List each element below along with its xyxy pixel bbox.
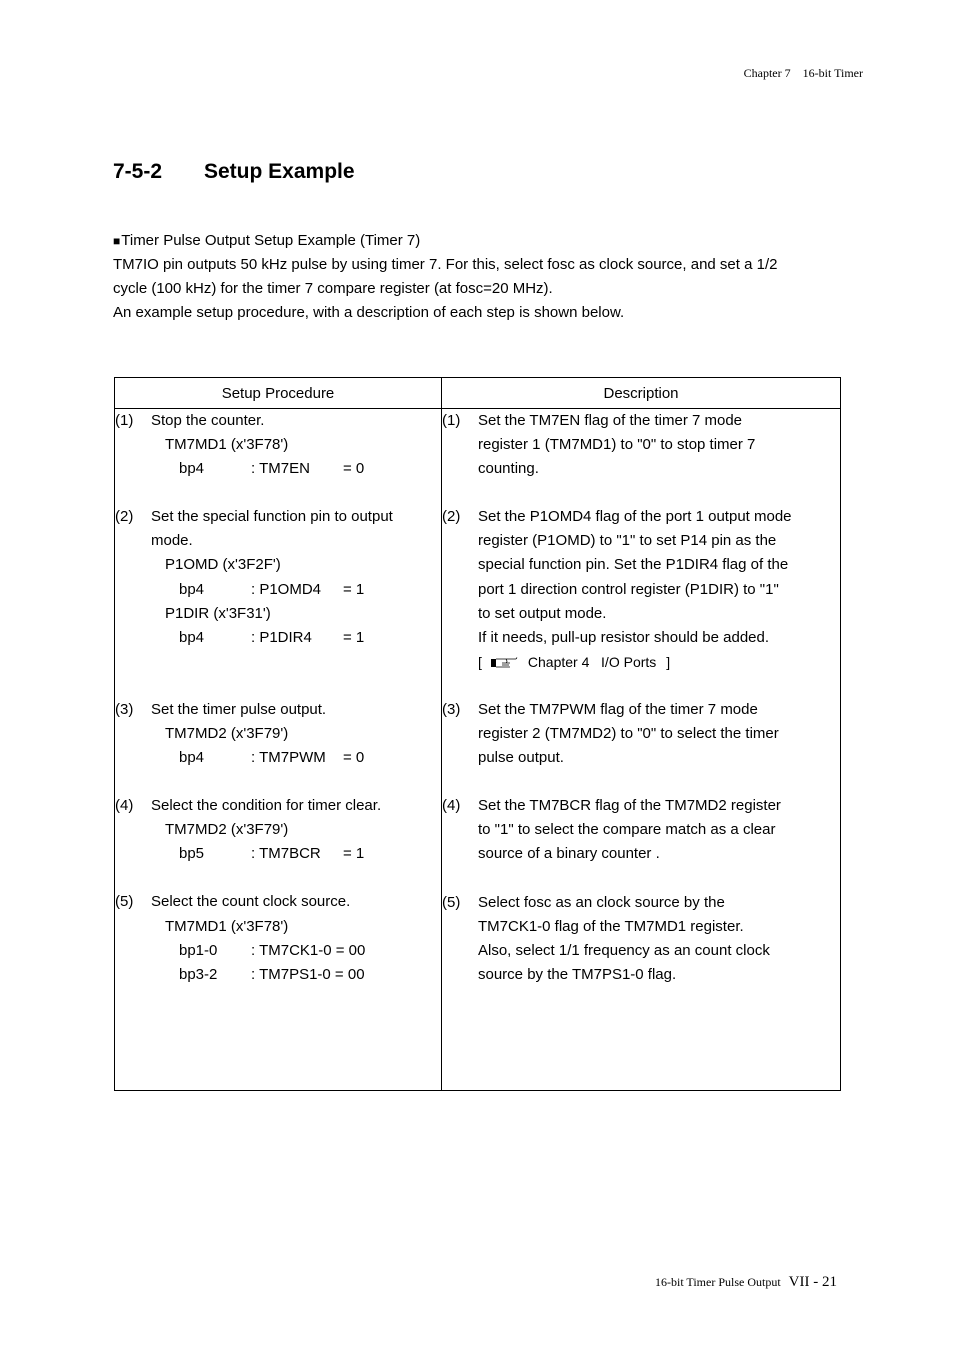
register-name: TM7MD2 (x'3F79') <box>165 821 289 839</box>
step-number: (4) <box>442 797 461 815</box>
step-number: (2) <box>442 508 461 526</box>
ref-text: Chapter 4 I/O Ports <box>527 653 657 670</box>
description-line: Also, select 1/1 frequency as an count clock <box>478 941 770 959</box>
description-cell <box>442 409 841 1091</box>
description-line: port 1 direction control register (P1DIR) to "1" <box>478 580 779 598</box>
description-line: Select fosc as an clock source by the <box>478 893 725 911</box>
bit-field: : P1DIR4 <box>251 628 312 646</box>
section-heading <box>113 160 355 184</box>
intro-line-2: cycle (100 kHz) for the timer 7 compare register (at fosc=20 MHz). <box>113 280 553 297</box>
bit-value: = 0 <box>343 460 365 478</box>
description-line: source by the TM7PS1-0 flag. <box>478 965 677 983</box>
bit-setting <box>151 842 441 866</box>
description-line: source of a binary counter . <box>478 845 660 863</box>
bit-value: = 1 <box>343 628 365 646</box>
table-header-row <box>115 378 841 409</box>
description-line: Set the P1OMD4 flag of the port 1 output mode <box>478 508 792 526</box>
description-line: Set the TM7BCR flag of the TM7MD2 register <box>478 797 781 815</box>
bit-field: : TM7PS1-0 = 00 <box>251 965 365 983</box>
step-title: Set the special function pin to output <box>151 508 393 526</box>
bit-setting <box>151 626 441 650</box>
intro-line-3: An example setup procedure, with a description of each step is shown below. <box>113 304 625 321</box>
step-number: (1) <box>442 412 461 429</box>
bit-field: : TM7EN <box>251 460 310 478</box>
step-title: Select the count clock source. <box>151 893 351 911</box>
description-line: register (P1OMD) to "1" to set P14 pin as the <box>478 532 777 550</box>
bit-position: bp4 <box>179 628 205 646</box>
bit-position: bp4 <box>179 460 205 478</box>
intro-line-1: TM7IO pin outputs 50 kHz pulse by using timer 7. For this, select fosc as clock source, and set a 1/2 <box>113 256 778 273</box>
bit-setting <box>151 939 441 963</box>
step-number: (3) <box>115 700 134 718</box>
section-title: Setup Example <box>204 160 355 183</box>
register-name: TM7MD1 (x'3F78') <box>165 917 289 935</box>
description-step-4 <box>442 794 840 866</box>
step-number: (2) <box>115 508 134 526</box>
description-line: Set the TM7EN flag of the timer 7 mode <box>478 412 743 429</box>
bit-setting <box>151 457 441 481</box>
procedure-step-4 <box>115 794 441 866</box>
footer-section-name: 16-bit Timer Pulse Output <box>654 1275 781 1289</box>
step-title: Select the condition for timer clear. <box>151 797 382 815</box>
page-number: VII - 21 <box>788 1274 837 1290</box>
procedure-step-5 <box>115 890 441 986</box>
step-number: (5) <box>442 893 461 911</box>
bit-setting <box>151 963 441 987</box>
bit-setting <box>151 746 441 770</box>
bit-field: : P1OMD4 <box>251 580 322 598</box>
bit-value: = 1 <box>343 845 365 863</box>
bit-field: : TM7CK1-0 = 00 <box>251 941 366 959</box>
description-line: If it needs, pull-up resistor should be added. <box>478 628 770 646</box>
description-line: special function pin. Set the P1DIR4 flag of the <box>478 556 789 574</box>
step-number: (4) <box>115 797 134 815</box>
step-number: (5) <box>115 893 134 911</box>
step-number: (1) <box>115 412 134 429</box>
procedure-step-3 <box>115 698 441 770</box>
chapter-label: Chapter 7 <box>743 66 791 80</box>
description-line: register 2 (TM7MD2) to "0" to select the timer <box>478 725 779 743</box>
description-step-5 <box>442 891 840 987</box>
step-title: Set the timer pulse output. <box>151 700 327 718</box>
description-line: to set output mode. <box>478 604 607 622</box>
description-line: register 1 (TM7MD1) to "0" to stop timer 7 <box>478 436 756 454</box>
column-header-description: Description <box>442 378 841 409</box>
ref-bracket-close: ] <box>666 653 671 670</box>
register-name: P1DIR (x'3F31') <box>165 604 271 622</box>
bit-field: : TM7PWM <box>251 749 326 767</box>
description-line: to "1" to select the compare match as a clear <box>478 821 776 839</box>
step-number: (3) <box>442 700 461 718</box>
bit-value: = 0 <box>343 749 365 767</box>
intro-heading-text: Timer Pulse Output Setup Example (Timer 7) <box>121 232 421 249</box>
pointing-hand-icon <box>490 656 520 668</box>
column-header-procedure: Setup Procedure <box>115 378 442 409</box>
bullet-square-icon: ■ <box>113 234 121 248</box>
page-footer <box>655 1274 837 1291</box>
procedure-cell <box>115 409 442 1091</box>
description-step-1 <box>442 409 840 481</box>
procedure-step-1 <box>115 409 441 481</box>
bit-position: bp4 <box>179 580 205 598</box>
description-step-2 <box>442 505 840 674</box>
cross-reference <box>478 650 840 674</box>
section-number: 7-5-2 <box>113 160 163 183</box>
bit-setting <box>151 578 441 602</box>
running-header <box>744 66 863 81</box>
register-name: TM7MD2 (x'3F79') <box>165 724 289 742</box>
ref-bracket-open: [ <box>478 653 482 670</box>
bit-position: bp4 <box>179 749 205 767</box>
step-title-cont: mode. <box>151 532 193 550</box>
register-name: TM7MD1 (x'3F78') <box>165 436 289 454</box>
table-body-row <box>115 409 841 1091</box>
bit-position: bp5 <box>179 845 205 863</box>
bit-value: = 1 <box>343 580 365 598</box>
bit-position: bp3-2 <box>179 965 218 983</box>
description-step-3 <box>442 698 840 770</box>
bit-field: : TM7BCR <box>251 845 321 863</box>
intro-heading <box>113 229 853 253</box>
setup-procedure-table <box>114 377 841 1091</box>
description-line: TM7CK1-0 flag of the TM7MD1 register. <box>478 917 744 935</box>
register-name: P1OMD (x'3F2F') <box>165 556 281 574</box>
description-line: Set the TM7PWM flag of the timer 7 mode <box>478 700 758 718</box>
description-line: counting. <box>478 460 539 478</box>
intro-text <box>113 229 853 325</box>
chapter-title: 16-bit Timer <box>802 66 863 80</box>
bit-position: bp1-0 <box>179 941 218 959</box>
step-title: Stop the counter. <box>151 412 265 429</box>
procedure-step-2 <box>115 505 441 650</box>
description-line: pulse output. <box>478 749 564 767</box>
